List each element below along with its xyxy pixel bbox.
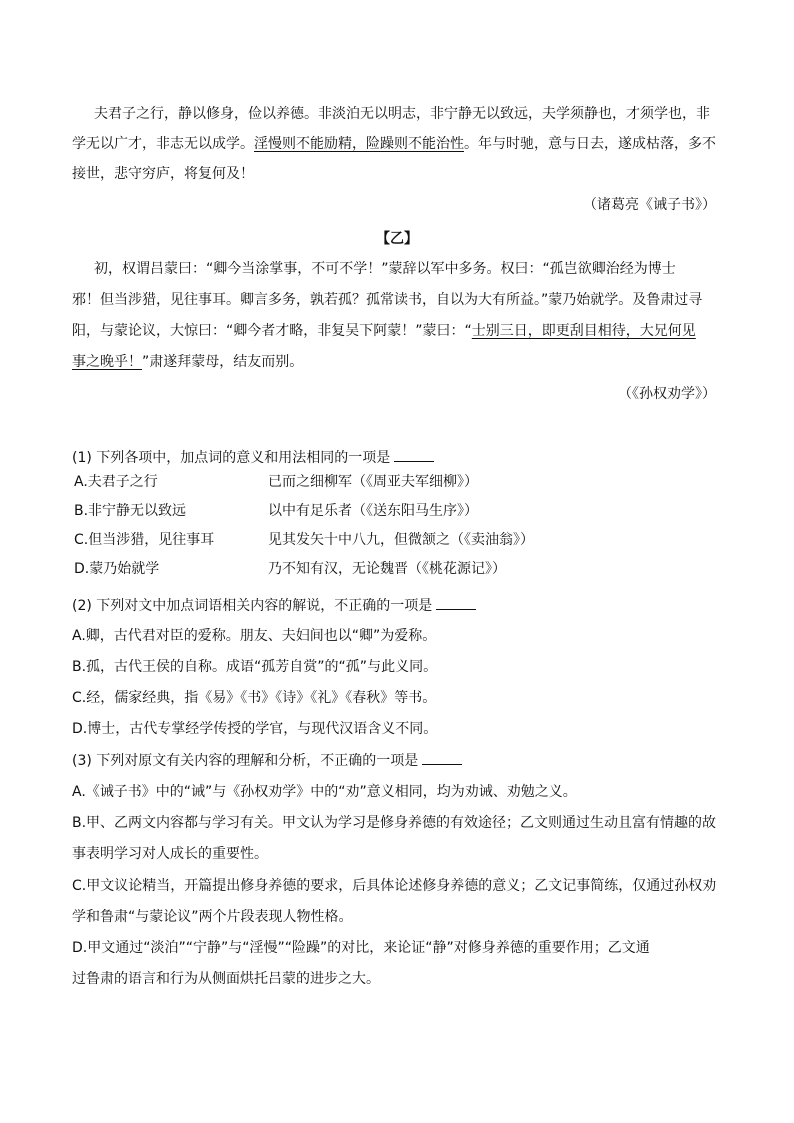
jia-line-2 xyxy=(72,134,716,154)
q3-option-c-line-1: C.甲文议论精当，开篇提出修身养德的要求，后具体论述修身养德的意义；乙文记事简练，仅通过孙权劝 xyxy=(72,878,717,894)
jia-underlined-sentence: 淫慢则不能励精，险躁则不能治性 xyxy=(254,136,464,152)
q1-option-d-left: D.蒙乃始就学 xyxy=(74,561,160,577)
yi-line-3 xyxy=(72,321,696,341)
q2-answer-blank[interactable] xyxy=(436,595,476,610)
q1-answer-blank[interactable] xyxy=(394,447,434,462)
q3-option-b-line-2: 事表明学习对人成长的重要性。 xyxy=(72,846,268,862)
jia-line-3: 接世，悲守穷庐，将复何及！ xyxy=(72,166,254,182)
q1-stem-text: (1) 下列各项中，加点词的意义和用法相同的一项是 xyxy=(72,450,391,466)
q1-stem xyxy=(72,447,434,468)
q3-option-a: A.《诫子书》中的“诫”与《孙权劝学》中的“劝”意义相同，均为劝诫、劝勉之义。 xyxy=(72,784,577,800)
yi-line-3-a: 阳，与蒙论议，大惊曰：“卿今者才略，非复吴下阿蒙！”蒙曰：“ xyxy=(72,323,472,339)
q1-option-a-right: 已而之细柳军（《周亚夫军细柳》） xyxy=(268,474,478,490)
q1-option-a-left: A.夫君子之行 xyxy=(74,474,158,490)
q2-stem-text: (2) 下列对文中加点词语相关内容的解说，不正确的一项是 xyxy=(72,598,433,614)
q2-option-d: D.博士，古代专掌经学传授的学官，与现代汉语含义不同。 xyxy=(72,721,438,737)
q1-option-d-right: 乃不知有汉，无论魏晋（《桃花源记》） xyxy=(268,561,506,577)
jia-source: （诸葛亮《诫子书》） xyxy=(583,197,716,213)
yi-underlined-sentence-1: 士别三日，即更刮目相待，大兄何见 xyxy=(471,323,696,339)
q2-option-b: B.孤，古代王侯的自称。成语“孤芳自赏”的“孤”与此义同。 xyxy=(72,659,438,675)
jia-line-2-b: 。年与时驰，意与日去，遂成枯落，多不 xyxy=(464,136,716,152)
q1-option-b-right: 以中有足乐者（《送东阳马生序》） xyxy=(268,503,478,519)
q3-option-d-line-2: 过鲁肃的语言和行为从侧面烘托吕蒙的进步之大。 xyxy=(72,971,380,987)
q2-option-c: C.经，儒家经典，指《易》《书》《诗》《礼》《春秋》等书。 xyxy=(72,690,437,706)
q1-option-c-right: 见其发矢十中八九，但微颔之（《卖油翁》） xyxy=(268,532,534,548)
yi-line-4-b: ”肃遂拜蒙母，结友而别。 xyxy=(142,354,304,370)
jia-line-2-a: 学无以广才，非志无以成学。 xyxy=(72,136,254,152)
q1-option-b-left: B.非宁静无以致远 xyxy=(74,503,187,519)
yi-line-2: 邪！但当涉猎，见往事耳。卿言多务，孰若孤？孤常读书，自以为大有所益。”蒙乃始就学。及鲁肃过寻 xyxy=(72,292,703,308)
q3-answer-blank[interactable] xyxy=(422,750,462,765)
yi-heading: 【乙】 xyxy=(376,231,418,247)
q2-option-a: A.卿，古代君对臣的爱称。朋友、夫妇间也以“卿”为爱称。 xyxy=(72,628,437,644)
yi-line-1: 初，权谓吕蒙曰：“卿今当涂掌事，不可不学！”蒙辞以军中多务。权曰：“孤岂欲卿治经为博士 xyxy=(94,261,676,277)
q1-option-c-left: C.但当涉猎，见往事耳 xyxy=(74,532,215,548)
q3-option-c-line-2: 学和鲁肃“与蒙论议”两个片段表现人物性格。 xyxy=(72,909,353,925)
yi-underlined-sentence-2: 事之晚乎！ xyxy=(72,354,142,370)
q3-option-b-line-1: B.甲、乙两文内容都与学习有关。甲文认为学习是修身养德的有效途径；乙文则通过生动且富有情趣的故 xyxy=(72,815,717,831)
yi-source: （《孙权劝学》） xyxy=(618,386,716,402)
q3-stem-text: (3) 下列对原文有关内容的理解和分析，不正确的一项是 xyxy=(72,753,419,769)
q3-stem xyxy=(72,750,462,771)
yi-line-4 xyxy=(72,352,303,372)
q3-option-d-line-1: D.甲文通过“淡泊”“宁静”与“淫慢”“险躁”的对比，来论证“静”对修身养德的重要作用；乙文通 xyxy=(72,940,650,956)
q2-stem xyxy=(72,595,476,616)
jia-line-1: 夫君子之行，静以修身，俭以养德。非淡泊无以明志，非宁静无以致远，夫学须静也，才须学也，非 xyxy=(94,106,710,122)
